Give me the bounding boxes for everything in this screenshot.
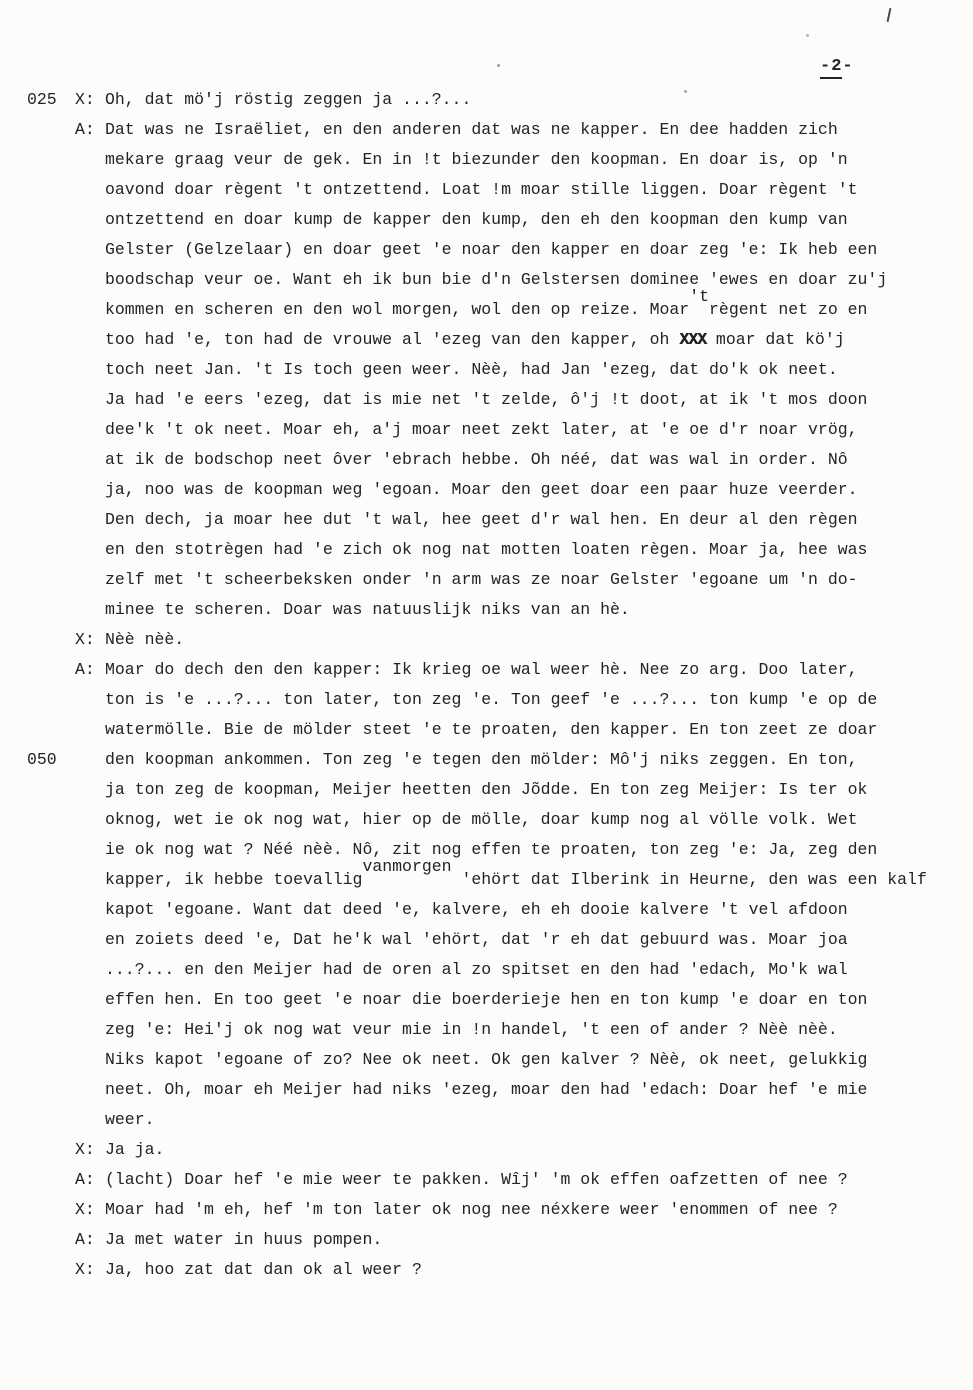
transcript-line (0, 835, 973, 865)
speaker-label: X: (75, 1200, 95, 1219)
line-number: 050 (27, 750, 57, 769)
line-number (0, 1045, 75, 1075)
text-segment: ja ton zeg de koopman, Meijer heetten den Jõdde. En ton zeg Meijer: Is ter ok (105, 780, 868, 799)
speaker-label (75, 715, 105, 745)
text-segment: mekare graag veur de gek. En in !t biezunder den koopman. En doar is, op 'n (105, 150, 848, 169)
line-number (0, 985, 75, 1015)
line-text (105, 715, 973, 745)
text-segment: ontzettend en doar kump de kapper den kump, den eh den koopman den kump van (105, 210, 848, 229)
line-text (105, 1075, 973, 1105)
speaker-label: A: (75, 660, 95, 679)
page-number-tail: - (842, 57, 854, 76)
line-text (105, 415, 973, 445)
transcript-line (0, 805, 973, 835)
line-text (105, 175, 973, 205)
line-number (0, 355, 75, 385)
text-segment: den koopman ankommen. Ton zeg 'e tegen den mölder: Mô'j niks zeggen. En ton, (105, 750, 858, 769)
transcript-line (0, 1255, 973, 1285)
text-segment: too had 'e, ton had de vrouwe al 'ezeg van den kapper, oh (105, 330, 680, 349)
line-text (105, 85, 973, 115)
speaker-label (75, 475, 105, 505)
line-number (0, 1015, 75, 1045)
line-number (0, 1255, 75, 1285)
line-text (105, 535, 973, 565)
text-segment: moar dat kö'j (706, 330, 845, 349)
speaker-label (75, 415, 105, 445)
transcript-line (0, 955, 973, 985)
transcript-line (0, 1015, 973, 1045)
line-text (105, 1015, 973, 1045)
transcript-line (0, 535, 973, 565)
text-segment: Gelster (Gelzelaar) en doar geet 'e noar den kapper en doar zeg 'e: Ik heb een (105, 240, 878, 259)
text-segment: Den dech, ja moar hee dut 't wal, hee geet d'r wal hen. En deur al den règen (105, 510, 858, 529)
line-number (0, 1225, 75, 1255)
speaker-label (75, 1015, 105, 1045)
transcript-line (0, 475, 973, 505)
transcript-line (0, 925, 973, 955)
line-number (0, 835, 75, 865)
transcript-line (0, 265, 973, 295)
speaker-label: X: (75, 90, 95, 109)
text-segment: Niks kapot 'egoane of zo? Nee ok neet. Ok gen kalver ? Nèè, ok neet, gelukkig (105, 1050, 868, 1069)
text-segment: Ja had 'e eers 'ezeg, dat is mie net 't zelde, ô'j !t doot, at ik 't mos doon (105, 390, 868, 409)
speaker-label (75, 235, 105, 265)
line-number (0, 205, 75, 235)
transcript-line (0, 595, 973, 625)
speaker-label (75, 1075, 105, 1105)
line-text (105, 1105, 973, 1135)
text-segment: Oh, dat mö'j röstig zeggen ja ...?... (105, 90, 472, 109)
line-number (0, 175, 75, 205)
speaker-label (75, 535, 105, 565)
text-segment: Ja, hoo zat dat dan ok al weer ? (105, 1260, 422, 1279)
line-text (105, 745, 973, 775)
line-number (0, 1165, 75, 1195)
line-number (0, 625, 75, 655)
text-segment: Nèè nèè. (105, 630, 185, 649)
transcript-line (0, 505, 973, 535)
speaker-label (75, 385, 105, 415)
transcript-line (0, 745, 973, 775)
line-text (105, 355, 973, 385)
line-text (105, 655, 973, 685)
line-number (0, 505, 75, 535)
superscript-insertion: vanmorgen (362, 857, 452, 876)
line-text (105, 1225, 973, 1255)
line-number (0, 655, 75, 685)
transcript-line (0, 857, 973, 895)
text-segment: effen hen. En too geet 'e noar die boerderieje hen en ton kump 'e doar en ton (105, 990, 868, 1009)
transcript-line (0, 1225, 973, 1255)
text-segment: watermölle. Bie de mölder steet 'e te proaten, den kapper. En ton zeet ze doar (105, 720, 878, 739)
transcript-line (0, 287, 973, 325)
line-text (105, 445, 973, 475)
line-text (105, 857, 973, 895)
line-number (0, 595, 75, 625)
speaker-label (75, 775, 105, 805)
text-segment: oknog, wet ie ok nog wat, hier op de mölle, doar kump nog al völle volk. Wet (105, 810, 858, 829)
line-text (105, 235, 973, 265)
text-segment: zelf met 't scheerbeksken onder 'n arm was ze noar Gelster 'egoane um 'n do- (105, 570, 858, 589)
text-segment: kapper, ik hebbe toevallig (105, 870, 363, 889)
transcript-line (0, 715, 973, 745)
speaker-label (75, 955, 105, 985)
speaker-label: X: (75, 1140, 95, 1159)
superscript-insertion: 't (689, 287, 710, 306)
line-number (0, 145, 75, 175)
transcript-line (0, 1135, 973, 1165)
text-segment: Dat was ne Israëliet, en den anderen dat was ne kapper. En dee hadden zich (105, 120, 838, 139)
speaker-label (75, 505, 105, 535)
text-segment: weer. (105, 1110, 155, 1129)
speaker-label (75, 265, 105, 295)
line-text (105, 835, 973, 865)
line-text (105, 955, 973, 985)
text-segment: minee te scheren. Doar was natuuslijk niks van an hè. (105, 600, 630, 619)
line-text (105, 895, 973, 925)
text-segment: oavond doar règent 't ontzettend. Loat !m moar stille liggen. Doar règent 't (105, 180, 858, 199)
text-segment: kommen en scheren en den wol morgen, wol den op reize. Moar (105, 300, 690, 319)
transcript-line (0, 625, 973, 655)
transcript-line (0, 445, 973, 475)
transcript-line (0, 685, 973, 715)
transcript-line (0, 355, 973, 385)
line-text (105, 205, 973, 235)
transcript (0, 85, 973, 1285)
scan-artifact-mark (887, 8, 892, 22)
line-number (0, 475, 75, 505)
line-text (105, 1135, 973, 1165)
line-number (0, 385, 75, 415)
line-number (0, 265, 75, 295)
transcript-line (0, 775, 973, 805)
speaker-label: A: (75, 1230, 95, 1249)
speaker-label (75, 295, 105, 325)
speaker-label (75, 595, 105, 625)
line-text (105, 625, 973, 655)
line-number (0, 535, 75, 565)
line-number (0, 1105, 75, 1135)
text-segment: kapot 'egoane. Want dat deed 'e, kalvere, eh eh dooie kalvere 't vel afdoon (105, 900, 848, 919)
text-segment: Ja met water in huus pompen. (105, 1230, 383, 1249)
text-segment: ie ok nog wat ? Néé nèè. Nô, zit nog effen te proaten, ton zeg 'e: Ja, zeg den (105, 840, 878, 859)
speaker-label (75, 805, 105, 835)
line-number (0, 805, 75, 835)
speaker-label (75, 1105, 105, 1135)
line-number (0, 235, 75, 265)
speaker-label (75, 685, 105, 715)
speaker-label: X: (75, 630, 95, 649)
line-text (105, 1195, 973, 1225)
line-text (105, 265, 973, 295)
speaker-label: A: (75, 120, 95, 139)
line-number (0, 1075, 75, 1105)
line-number (0, 925, 75, 955)
speaker-label (75, 145, 105, 175)
text-segment: Moar had 'm eh, hef 'm ton later ok nog nee néxkere weer 'enommen of nee ? (105, 1200, 838, 1219)
line-number (0, 1135, 75, 1165)
transcript-line (0, 1105, 973, 1135)
speaker-label (75, 925, 105, 955)
transcript-line (0, 565, 973, 595)
text-segment: ja, noo was de koopman weg 'egoan. Moar den geet doar een paar huze veerder. (105, 480, 858, 499)
transcript-line (0, 1045, 973, 1075)
transcript-line (0, 1195, 973, 1225)
line-text (105, 805, 973, 835)
line-text (105, 1165, 973, 1195)
line-text (105, 1045, 973, 1075)
page-number (820, 57, 854, 76)
text-segment: neet. Oh, moar eh Meijer had niks 'ezeg, moar den had 'edach: Doar hef 'e mie (105, 1080, 868, 1099)
line-number (0, 565, 75, 595)
speaker-label (75, 175, 105, 205)
text-segment: 'ehört dat Ilberink in Heurne, den was een kalf (451, 870, 927, 889)
line-number (0, 715, 75, 745)
line-text (105, 145, 973, 175)
line-number (0, 775, 75, 805)
overstrike-text: XXX (679, 330, 707, 349)
line-text (105, 565, 973, 595)
transcript-line (0, 325, 973, 355)
speaker-label (75, 985, 105, 1015)
line-text (105, 1255, 973, 1285)
line-text (105, 925, 973, 955)
transcript-line (0, 1165, 973, 1195)
transcript-line (0, 385, 973, 415)
speaker-label (75, 745, 105, 775)
text-segment: ...?... en den Meijer had de oren al zo spitset en den had 'edach, Mo'k wal (105, 960, 848, 979)
speaker-label: A: (75, 1170, 95, 1189)
line-text (105, 685, 973, 715)
transcript-line (0, 85, 973, 115)
line-number: 025 (27, 90, 57, 109)
line-text (105, 325, 973, 355)
line-text (105, 505, 973, 535)
line-number (0, 115, 75, 145)
speaker-label (75, 205, 105, 235)
text-segment: Ja ja. (105, 1140, 165, 1159)
text-segment: boodschap veur oe. Want eh ik bun bie d'n Gelstersen dominee 'ewes en doar zu'j (105, 270, 888, 289)
line-number (0, 295, 75, 325)
transcript-line (0, 415, 973, 445)
transcript-line (0, 1075, 973, 1105)
scan-speck (806, 34, 809, 37)
transcript-line (0, 655, 973, 685)
text-segment: en den stotrègen had 'e zich ok nog nat motten loaten règen. Moar ja, hee was (105, 540, 868, 559)
text-segment: ton is 'e ...?... ton later, ton zeg 'e. Ton geef 'e ...?... ton kump 'e op de (105, 690, 878, 709)
line-number (0, 445, 75, 475)
speaker-label: X: (75, 1260, 95, 1279)
scan-speck (497, 64, 500, 67)
transcript-line (0, 235, 973, 265)
speaker-label (75, 895, 105, 925)
text-segment: at ik de bodschop neet ôver 'ebrach hebbe. Oh néé, dat was wal in order. Nô (105, 450, 848, 469)
speaker-label (75, 445, 105, 475)
page-number-underlined: -2 (820, 57, 842, 79)
line-number (0, 415, 75, 445)
line-number (0, 325, 75, 355)
transcript-line (0, 205, 973, 235)
text-segment: (lacht) Doar hef 'e mie weer te pakken. Wîj' 'm ok effen oafzetten of nee ? (105, 1170, 848, 1189)
speaker-label (75, 325, 105, 355)
speaker-label (75, 1045, 105, 1075)
text-segment: zeg 'e: Hei'j ok nog wat veur mie in !n handel, 't een of ander ? Nèè nèè. (105, 1020, 838, 1039)
line-text (105, 595, 973, 625)
transcript-line (0, 895, 973, 925)
speaker-label (75, 355, 105, 385)
line-text (105, 115, 973, 145)
line-text (105, 475, 973, 505)
transcript-line (0, 115, 973, 145)
line-text (105, 985, 973, 1015)
text-segment: en zoiets deed 'e, Dat he'k wal 'ehört, dat 'r eh dat gebuurd was. Moar joa (105, 930, 848, 949)
speaker-label (75, 565, 105, 595)
line-number (0, 895, 75, 925)
transcript-line (0, 175, 973, 205)
line-number (0, 1195, 75, 1225)
text-segment: Moar do dech den den kapper: Ik krieg oe wal weer hè. Nee zo arg. Doo later, (105, 660, 858, 679)
line-number (0, 955, 75, 985)
text-segment: dee'k 't ok neet. Moar eh, a'j moar neet zekt later, at 'e oe d'r noar vrög, (105, 420, 858, 439)
line-text (105, 385, 973, 415)
line-number (0, 865, 75, 895)
speaker-label (75, 835, 105, 865)
text-segment: toch neet Jan. 't Is toch geen weer. Nèè, had Jan 'ezeg, dat do'k ok neet. (105, 360, 838, 379)
speaker-label (75, 865, 105, 895)
text-segment: règent net zo en (709, 300, 868, 319)
line-text (105, 775, 973, 805)
line-number (0, 685, 75, 715)
line-text (105, 287, 973, 325)
transcript-line (0, 985, 973, 1015)
transcript-line (0, 145, 973, 175)
